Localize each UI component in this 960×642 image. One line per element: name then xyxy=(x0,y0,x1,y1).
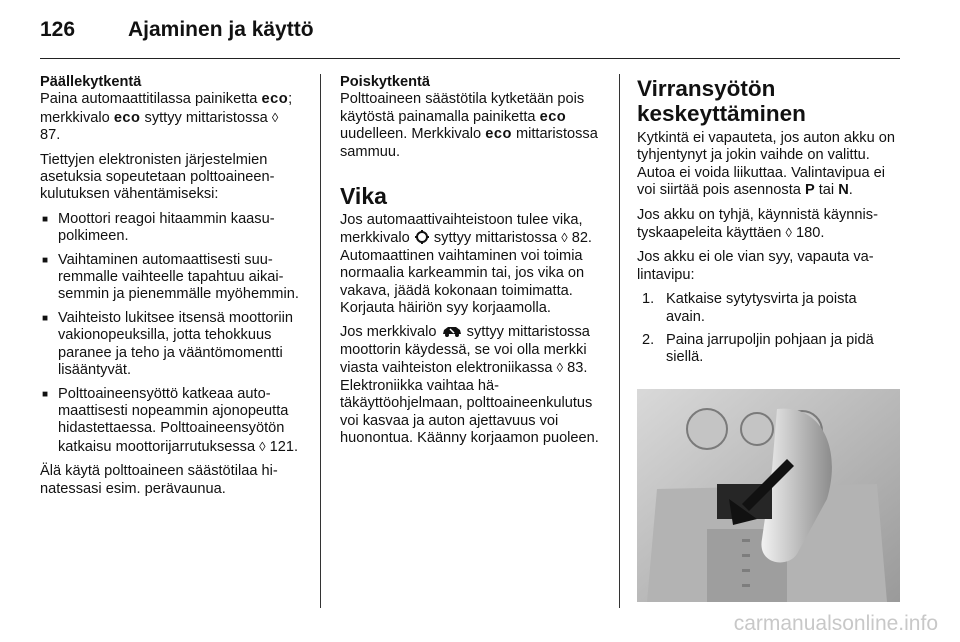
column-divider xyxy=(619,74,620,608)
list-item: 1. Katkaise sytytysvirta ja poista avain. xyxy=(642,291,857,325)
paragraph: Tiettyjen elektronisten järjestelmien asetuksia sopeutetaan polttoaineenkulutuksen vähentämiseksi: xyxy=(40,151,275,203)
paragraph: Kytkintä ei vapauteta, jos auton akku on tyhjentynyt ja jokin vaihde on valittu. Autoa ei voida liikuttaa. Valintavipua ei voi siirtää pois asennosta P tai N. xyxy=(637,130,895,199)
section-heading-vika: Vika xyxy=(340,183,387,210)
list-item: ■ Moottori reagoi hitaammin kaasupolkimeen. xyxy=(40,211,302,246)
page-header xyxy=(40,18,900,50)
paragraph: Paina automaattitilassa painiketta eco; merkkivalo eco syttyy mittaristossa ◊ 87. xyxy=(40,91,293,144)
column-3 xyxy=(637,76,899,373)
list-item: ■ Vaihteisto lukitsee itsensä moottoriin vakionopeuksilla, jotta tehokkuus paranee ja teho ja vääntömomentti lisääntyvät. xyxy=(40,310,302,380)
list-item: 2. Paina jarrupoljin pohjaan ja pidä siellä. xyxy=(642,332,874,366)
reference-arrow-icon: ◊ xyxy=(785,225,792,241)
paragraph: Polttoaineen säästötila kytketään pois käytöstä painamalla painiketta eco uudelleen. Merkkivalo eco mittaristossa sammuu. xyxy=(340,91,598,160)
subheading-poiskytkenta: Poiskytkentä xyxy=(340,74,431,90)
paragraph: Älä käytä polttoaineen säästötilaa hinatessasi esim. perävaunua. xyxy=(40,463,278,497)
paragraph: Jos akku on tyhjä, käynnistä käynnistyskaapeleita käyttäen ◊ 180. xyxy=(637,206,878,242)
car-wrench-icon xyxy=(441,325,463,337)
list-item: ■ Vaihtaminen automaattisesti suuremmalle vaihteelle tapahtuu aikaisemmin ja pienemmälle myöhemmin. xyxy=(40,252,302,304)
header-rule xyxy=(40,58,900,59)
eco-button-icon: eco xyxy=(261,91,289,108)
reference-arrow-icon: ◊ xyxy=(259,438,266,454)
eco-indicator-icon: eco xyxy=(113,109,141,126)
bullet-list xyxy=(40,211,302,456)
gear-warning-icon xyxy=(414,230,430,244)
gear-selector-photo xyxy=(637,389,900,602)
paragraph: Jos akku ei ole vian syy, vapauta valintavipu: xyxy=(637,249,874,283)
eco-indicator-icon: eco xyxy=(485,126,512,143)
reference-arrow-icon: ◊ xyxy=(561,230,568,246)
watermark: carmanualsonline.info xyxy=(733,612,938,635)
reference-arrow-icon: ◊ xyxy=(271,109,279,125)
column-2 xyxy=(340,74,602,454)
paragraph: Jos merkkivalo syttyy mittaristossa moottorin käydessä, se voi olla merkki viasta vaihteiston elektroniikassa ◊ 83. Elektroniikka vaihtaa hätäkäyttöohjelmaan, polttoaineenkulutus voi kasvaa ja auton ajettavuus voi huonontua. Käänny korjaamon puoleen. xyxy=(340,324,599,446)
page-title: Ajaminen ja käyttö xyxy=(128,18,314,41)
eco-button-icon: eco xyxy=(539,108,567,125)
reference-arrow-icon: ◊ xyxy=(556,360,564,376)
numbered-list xyxy=(637,291,899,367)
column-1 xyxy=(40,74,302,505)
subheading-paallekytkenta: Päällekytkentä xyxy=(40,74,142,90)
page-number: 126 xyxy=(40,18,76,41)
column-divider xyxy=(320,74,321,608)
section-heading-virransyoton-keskeyttaminen: Virransyötön keskeyttäminen xyxy=(637,76,806,126)
list-item: ■ Polttoaineensyöttö katkeaa automaattisesti nopeammin ajonopeutta hidastettaessa. Polttoaineensyötön katkaisu moottorijarrutuksessa ◊ 121. xyxy=(40,386,302,457)
paragraph: Jos automaattivaihteistoon tulee vika, merkkivalo syttyy mittaristossa ◊ 82. Automaattinen vaihtaminen voi toimia normaalia karkeammin tai, jos vika on vakava, jäädä kokonaan toimimatta. Korjauta häiriön syy korjaamolla. xyxy=(340,212,592,317)
